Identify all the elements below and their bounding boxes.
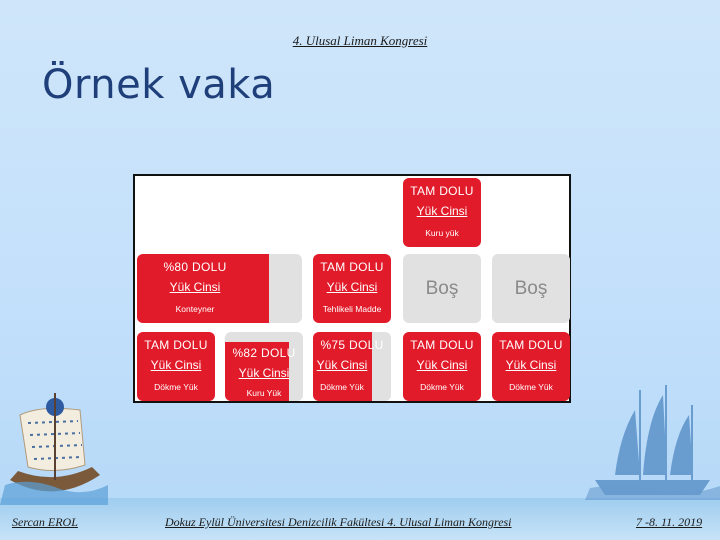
- footer-date: 7 -8. 11. 2019: [636, 515, 703, 529]
- cell-cargo-type-label: Yük Cinsi: [326, 280, 378, 294]
- cargo-cell-8: [313, 332, 391, 401]
- cell-empty-label: Boş: [514, 278, 548, 299]
- right-ship-silhouette: [585, 380, 720, 500]
- cargo-cell-6: [137, 332, 215, 401]
- cell-cargo-type-label: Yük Cinsi: [238, 366, 290, 380]
- cell-status: %80 DOLU: [163, 260, 227, 274]
- cell-cargo-kind: Dökme Yük: [509, 382, 553, 392]
- cell-cargo-kind: Dökme Yük: [154, 382, 198, 392]
- cargo-cell-1: [403, 178, 481, 247]
- cargo-cell-7: [225, 332, 303, 401]
- footer-author: Sercan EROL: [12, 515, 78, 529]
- cargo-cell-4: [403, 254, 481, 323]
- cell-cargo-kind: Dökme Yük: [420, 382, 464, 392]
- cargo-cell-5: [492, 254, 570, 323]
- cargo-cell-9: [403, 332, 481, 401]
- cell-cargo-kind: Kuru yük: [425, 228, 459, 238]
- cargo-cell-3: [313, 254, 391, 323]
- cell-cargo-type-label: Yük Cinsi: [169, 280, 221, 294]
- cell-cargo-type-label: Yük Cinsi: [150, 358, 202, 372]
- cargo-board: [133, 174, 571, 403]
- slide-header: 4. Ulusal Liman Kongresi: [292, 33, 428, 48]
- cell-status: TAM DOLU: [410, 338, 474, 352]
- cell-status: %82 DOLU: [232, 346, 296, 360]
- cell-cargo-type-label: Yük Cinsi: [505, 358, 557, 372]
- cell-cargo-kind: Konteyner: [175, 304, 215, 314]
- cargo-cell-2: [137, 254, 302, 323]
- cell-status: TAM DOLU: [499, 338, 563, 352]
- cell-cargo-kind: Dökme Yük: [320, 382, 364, 392]
- cell-status: %75 DOLU: [320, 338, 384, 352]
- cell-cargo-kind: Kuru Yük: [246, 388, 282, 398]
- cell-empty-label: Boş: [425, 278, 459, 299]
- cell-cargo-kind: Tehlikeli Madde: [322, 304, 382, 314]
- left-ship-illustration: [0, 385, 110, 505]
- cargo-cell-10: [492, 332, 570, 401]
- cell-cargo-type-label: Yük Cinsi: [416, 358, 468, 372]
- slide-title: Örnek vaka: [42, 62, 276, 108]
- cell-cargo-type-label: Yük Cinsi: [416, 204, 468, 218]
- cell-status: TAM DOLU: [144, 338, 208, 352]
- cell-cargo-type-label: Yük Cinsi: [316, 358, 368, 372]
- cell-status: TAM DOLU: [410, 184, 474, 198]
- cell-status: TAM DOLU: [320, 260, 384, 274]
- footer-institution: Dokuz Eylül Üniversitesi Denizcilik Fakültesi 4. Ulusal Liman Kongresi: [165, 515, 512, 529]
